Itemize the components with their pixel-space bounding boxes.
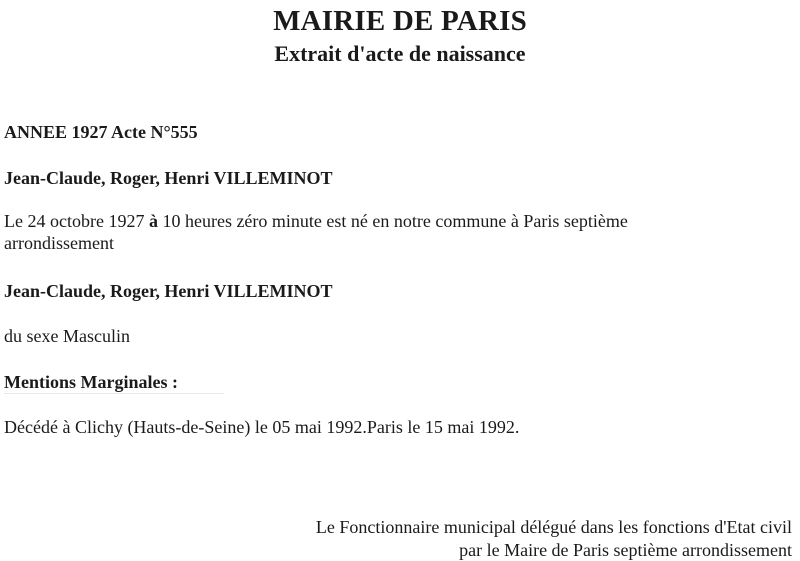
birth-statement-part2: 10 heures zéro minute est né en notre commune à Paris septième bbox=[157, 211, 628, 231]
document-title: MAIRIE DE PARIS bbox=[273, 5, 527, 37]
birth-statement-line2: arrondissement bbox=[4, 233, 114, 253]
mentions-divider bbox=[4, 393, 224, 394]
signature-line1: Le Fonctionnaire municipal délégué dans les fonctions d'Etat civil bbox=[315, 517, 792, 537]
birth-statement-part1: Le 24 octobre 1927 bbox=[4, 211, 149, 231]
signature-line2: par le Maire de Paris septième arrondissement bbox=[459, 540, 792, 560]
acte-reference: ANNEE 1927 Acte N°555 bbox=[4, 122, 198, 142]
birth-statement-a: à bbox=[148, 211, 158, 231]
person-name: Jean-Claude, Roger, Henri VILLEMINOT bbox=[4, 168, 333, 188]
person-name-repeat: Jean-Claude, Roger, Henri VILLEMINOT bbox=[4, 281, 333, 301]
sex-line: du sexe Masculin bbox=[4, 326, 130, 346]
death-mention: Décédé à Clichy (Hauts-de-Seine) le 05 mai 1992.Paris le 15 mai 1992. bbox=[4, 417, 520, 437]
mentions-heading: Mentions Marginales : bbox=[4, 372, 178, 392]
document-subtitle: Extrait d'acte de naissance bbox=[274, 41, 526, 66]
birth-statement bbox=[4, 210, 628, 232]
